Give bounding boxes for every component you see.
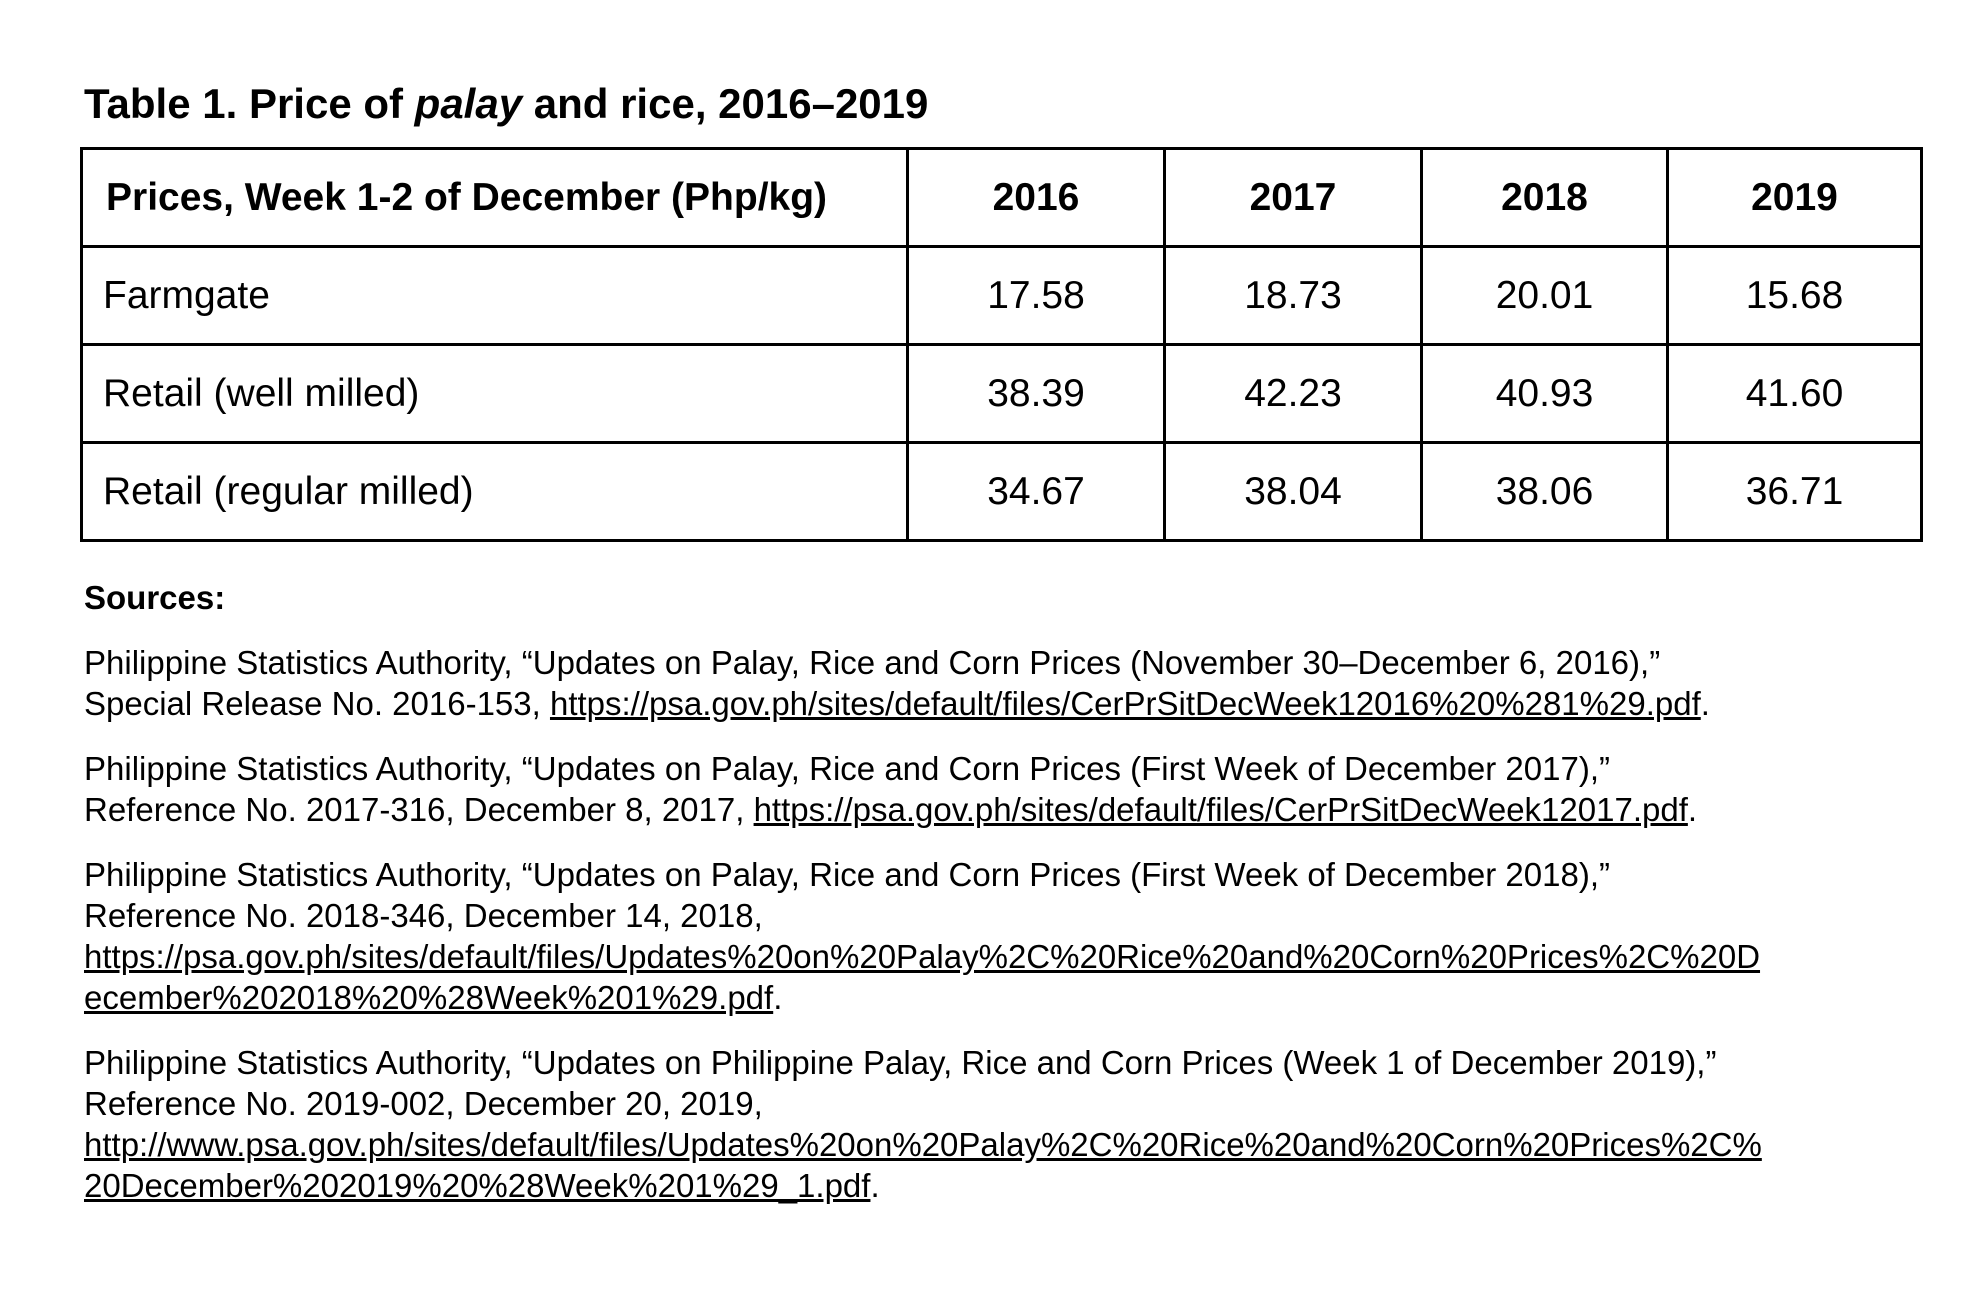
source-link-2017[interactable]: https://psa.gov.ph/sites/default/files/CerPrSitDecWeek12017.pdf bbox=[753, 791, 1688, 828]
cell-farmgate-2017: 18.73 bbox=[1165, 247, 1422, 345]
source-citation-line: Philippine Statistics Authority, “Updates on Palay, Rice and Corn Prices (First Week of December 2018),” bbox=[84, 856, 1610, 893]
cell-farmgate-2019: 15.68 bbox=[1668, 247, 1922, 345]
table-header-row bbox=[82, 149, 1922, 247]
cell-regular-milled-2017: 38.04 bbox=[1165, 443, 1422, 541]
source-link-line bbox=[84, 1165, 1914, 1206]
source-period: . bbox=[1687, 791, 1698, 828]
cell-regular-milled-2016: 34.67 bbox=[908, 443, 1165, 541]
table-row bbox=[82, 443, 1922, 541]
source-reference-line bbox=[84, 789, 1914, 830]
source-entry-2017 bbox=[84, 748, 1914, 830]
row-label-retail-well-milled: Retail (well milled) bbox=[82, 345, 908, 443]
cell-well-milled-2016: 38.39 bbox=[908, 345, 1165, 443]
source-reference-text: Special Release No. 2016-153, bbox=[84, 685, 550, 722]
source-period: . bbox=[870, 1167, 880, 1204]
cell-well-milled-2019: 41.60 bbox=[1668, 345, 1922, 443]
source-link-2018-part1[interactable]: https://psa.gov.ph/sites/default/files/Updates%20on%20Palay%2C%20Rice%20and%20Corn%20Prices%2C%20D bbox=[84, 938, 1761, 975]
cell-well-milled-2018: 40.93 bbox=[1422, 345, 1668, 443]
source-entry-2016 bbox=[84, 642, 1914, 724]
source-link-line bbox=[84, 1124, 1914, 1165]
source-reference-line: Reference No. 2018-346, December 14, 2018, bbox=[84, 897, 763, 934]
cell-regular-milled-2018: 38.06 bbox=[1422, 443, 1668, 541]
row-label-retail-regular-milled: Retail (regular milled) bbox=[82, 443, 908, 541]
source-reference-line: Reference No. 2019-002, December 20, 2019, bbox=[84, 1085, 763, 1122]
source-link-line bbox=[84, 936, 1914, 977]
title-text-start: Table 1. Price of bbox=[84, 80, 415, 127]
header-year-2019: 2019 bbox=[1668, 149, 1922, 247]
cell-regular-milled-2019: 36.71 bbox=[1668, 443, 1922, 541]
title-text-end: and rice, 2016–2019 bbox=[522, 80, 929, 127]
sources-list bbox=[84, 642, 1914, 1230]
table-title bbox=[84, 78, 928, 130]
source-entry-2019 bbox=[84, 1042, 1914, 1206]
source-reference-line bbox=[84, 683, 1914, 724]
price-table bbox=[80, 147, 1923, 542]
source-link-line bbox=[84, 977, 1914, 1018]
source-link-2016[interactable]: https://psa.gov.ph/sites/default/files/CerPrSitDecWeek12016%20%281%29.pdf bbox=[549, 685, 1701, 722]
table-row bbox=[82, 247, 1922, 345]
cell-farmgate-2016: 17.58 bbox=[908, 247, 1165, 345]
sources-heading: Sources: bbox=[84, 579, 226, 616]
source-entry-2018 bbox=[84, 854, 1914, 1018]
source-citation-line: Philippine Statistics Authority, “Updates on Palay, Rice and Corn Prices (November 30–December 6, 2016),” bbox=[84, 644, 1661, 681]
header-year-2018: 2018 bbox=[1422, 149, 1668, 247]
source-reference-text: Reference No. 2017-316, December 8, 2017, bbox=[84, 791, 754, 828]
cell-farmgate-2018: 20.01 bbox=[1422, 247, 1668, 345]
source-period: . bbox=[1700, 685, 1710, 722]
source-citation-line: Philippine Statistics Authority, “Updates on Palay, Rice and Corn Prices (First Week of December 2017),” bbox=[84, 750, 1610, 787]
cell-well-milled-2017: 42.23 bbox=[1165, 345, 1422, 443]
header-label: Prices, Week 1-2 of December (Php/kg) bbox=[82, 149, 908, 247]
source-link-2019-part1[interactable]: http://www.psa.gov.ph/sites/default/files/Updates%20on%20Palay%2C%20Rice%20and%20Corn%20Prices%2C% bbox=[84, 1126, 1762, 1163]
source-period: . bbox=[773, 979, 783, 1016]
source-citation-line: Philippine Statistics Authority, “Updates on Philippine Palay, Rice and Corn Prices (Week 1 of December 2019),” bbox=[84, 1044, 1717, 1081]
title-emphasis: palay bbox=[414, 80, 523, 127]
row-label-farmgate: Farmgate bbox=[82, 247, 908, 345]
table-row bbox=[82, 345, 1922, 443]
header-year-2016: 2016 bbox=[908, 149, 1165, 247]
header-year-2017: 2017 bbox=[1165, 149, 1422, 247]
source-link-2019-part2[interactable]: 20December%202019%20%28Week%201%29_1.pdf bbox=[84, 1167, 871, 1204]
source-link-2018-part2[interactable]: ecember%202018%20%28Week%201%29.pdf bbox=[84, 979, 774, 1016]
